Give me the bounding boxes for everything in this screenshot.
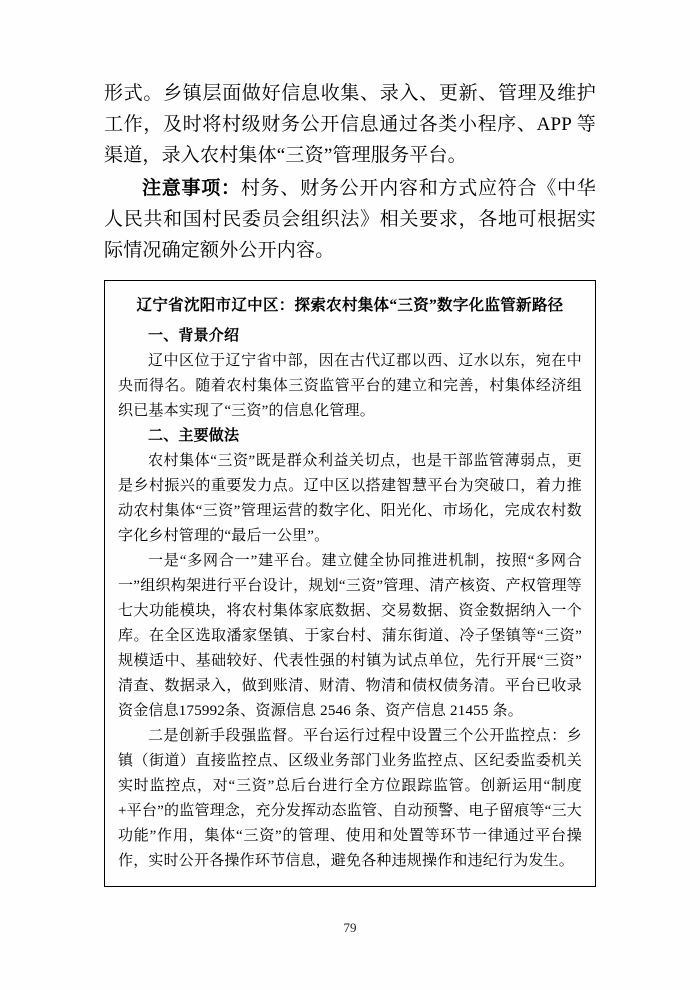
case-section-paragraph: 农村集体“三资”既是群众利益关切点，也是干部监管薄弱点，更是乡村振兴的重要发力点。辽中区以搭建智慧平台为突破口，着力推动农村集体“三资”管理运营的数字化、阳光化、市场化，完成农村数字化乡村管理的“最后一公里”。 <box>118 453 582 544</box>
case-section-paragraph: 辽中区位于辽宁省中部，因在古代辽郡以西、辽水以东，宛在中央而得名。随着农村集体三资监管平台的建立和完善，村集体经济组织已基本实现了“三资”的信息化管理。 <box>118 353 582 419</box>
case-section-heading: 二、主要做法 <box>148 428 240 444</box>
notice-label: 注意事项： <box>142 178 241 199</box>
case-section-heading: 一、背景介绍 <box>148 328 240 344</box>
case-study-box <box>104 280 596 887</box>
page-content <box>104 78 596 887</box>
page-number: 79 <box>343 920 357 935</box>
notice-paragraph <box>104 173 596 266</box>
case-study-title: 辽宁省沈阳市辽中区：探索农村集体“三资”数字化监管新路径 <box>136 297 564 314</box>
body-paragraph: 形式。乡镇层面做好信息收集、录入、更新、管理及维护工作，及时将村级财务公开信息通过各类小程序、APP 等渠道，录入农村集体“三资”管理服务平台。 <box>104 83 596 166</box>
notice-text: 村务、财务公开内容和方式应符合《中华人民共和国村民委员会组织法》相关要求，各地可根据实际情况确定额外公开内容。 <box>104 178 596 261</box>
case-section-paragraph: 一是“多网合一”建平台。建立健全协同推进机制，按照“多网合一”组织构架进行平台设计，规划“三资”管理、清产核资、产权管理等七大功能模块，将农村集体家底数据、交易数据、资金数据纳入一个库。在全区选取潘家堡镇、于家台村、蒲东街道、冷子堡镇等“三资”规模适中、基础较好、代表性强的村镇为试点单位，先行开展“三资”清查、数据录入，做到账清、财清、物清和债权债务清。平台已收录资金信息175992条、资源信息 2546 条、资产信息 21455 条。 <box>118 553 582 719</box>
case-section-paragraph: 二是创新手段强监督。平台运行过程中设置三个公开监控点：乡镇（街道）直接监控点、区级业务部门业务监控点、区纪委监委机关实时监控点，对“三资”总后台进行全方位跟踪监管。创新运用“制度+平台”的监管理念，充分发挥动态监管、自动预警、电子留痕等“三大功能”作用，集体“三资”的管理、使用和处置等环节一律通过平台操作，实时公开各操作环节信息，避免各种违规操作和违纪行为发生。 <box>118 728 582 869</box>
